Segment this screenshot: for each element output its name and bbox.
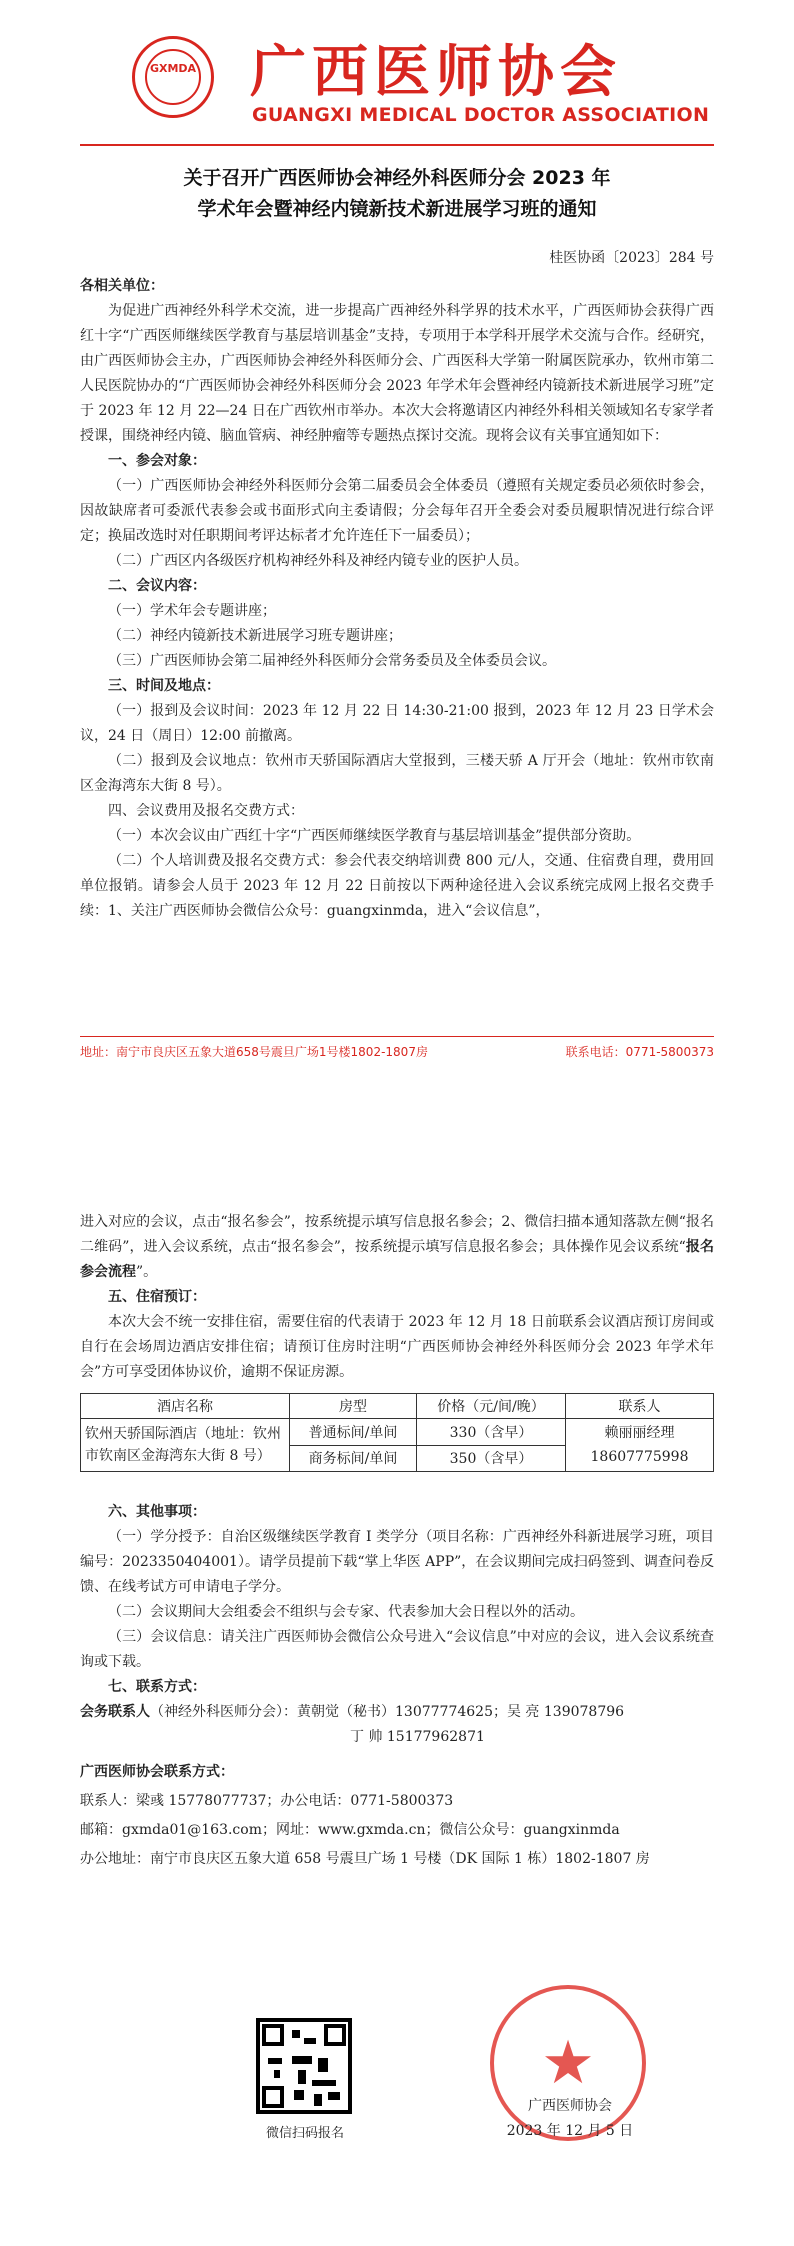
qr-finder-tr	[324, 2024, 346, 2046]
signature-date: 2023 年 12 月 5 日	[506, 2123, 634, 2139]
registration-flow-link: 报名参会流程	[80, 1239, 714, 1280]
qr-finder-tl	[262, 2024, 284, 2046]
qr-code[interactable]	[256, 2018, 352, 2114]
signature-org: 广西医师协会	[528, 2098, 612, 2114]
document-number: 桂医协函〔2023〕284 号	[549, 250, 714, 266]
qr-module	[274, 2070, 280, 2078]
assoc-office-address: 办公地址：南宁市良庆区五象大道 658 号震旦广场 1 号楼（DK 国际 1 栋）1802-1807 房	[80, 1851, 650, 1867]
qr-module	[314, 2094, 322, 2106]
section-2-title: 二、会议内容：	[108, 578, 206, 594]
contact-phone: 18607775998	[590, 1449, 689, 1465]
table-row	[81, 1419, 714, 1446]
qr-module	[292, 2030, 300, 2038]
col-room-type: 房型	[290, 1394, 417, 1419]
section-6-title: 六、其他事项：	[108, 1504, 206, 1520]
footer-address: 地址：南宁市良庆区五象大道658号震旦广场1号楼1802-1807房	[80, 1045, 428, 1059]
section-4-item-2: （二）个人培训费及报名交费方式：参会代表交纳培训费 800 元/人，交通、住宿费自理，费用回单位报销。请参会人员于 2023 年 12 月 22 日前按以下两种途径进入会议系统完成网上报名交费手续：1、关注广西医师协会微信公众号：guangxinmda，进入“会议信息”，	[80, 853, 714, 919]
section-5-paragraph: 本次大会不统一安排住宿，需要住宿的代表请于 2023 年 12 月 18 日前联系会议酒店预订房间或自行在会场周边酒店安排住宿；请预订住房时注明“广西医师协会神经外科医师分会 2023 年学术年会”方可享受团体协议价，逾期不保证房源。	[80, 1314, 714, 1380]
qr-module	[318, 2058, 328, 2072]
section-6-item-1: （一）学分授予：自治区级继续医学教育 I 类学分（项目名称：广西神经外科新进展学习班，项目编号：2023350404001）。请学员提前下载“掌上华医 APP”，在会议期间完成扫码签到、调查问卷反馈、在线考试方可申请电子学分。	[80, 1529, 714, 1595]
assoc-contact-title: 广西医师协会联系方式：	[80, 1764, 234, 1780]
section-1-item-2: （二）广西区内各级医疗机构神经外科及神经内镜专业的医护人员。	[108, 553, 528, 569]
qr-module	[292, 2056, 312, 2064]
price-cell: 350（含早）	[417, 1445, 566, 1472]
qr-module	[268, 2058, 282, 2064]
association-logo	[132, 36, 214, 118]
section-3-item-1: （一）报到及会议时间：2023 年 12 月 22 日 14:30-21:00 报到，2023 年 12 月 23 日学术会议，24 日（周日）12:00 前撤离。	[80, 703, 714, 744]
qr-caption: 微信扫码报名	[265, 2126, 344, 2141]
contact-person-extra: 丁 帅 15177962871	[350, 1729, 485, 1745]
logo-inner-ring	[145, 49, 201, 105]
section-3-item-2: （二）报到及会议地点：钦州市天骄国际酒店大堂报到，三楼天骄 A 厅开会（地址：钦州市钦南区金海湾东大街 8 号）。	[80, 753, 714, 794]
room-type-cell: 商务标间/单间	[290, 1445, 417, 1472]
assoc-email-web: 邮箱：gxmda01@163.com；网址：www.gxmda.cn；微信公众号：guangxinmda	[80, 1822, 620, 1838]
registration-text: 进入对应的会议，点击“报名参会”，按系统提示填写信息报名参会；2、微信扫描本通知落款左侧“报名二维码”，进入会议系统，点击“报名参会”，按系统提示填写信息报名参会；具体操作见会议系统“	[80, 1214, 714, 1255]
seal-star-icon: ★	[541, 2028, 595, 2098]
room-type-cell: 普通标间/单间	[290, 1419, 417, 1446]
salutation: 各相关单位：	[80, 278, 164, 294]
official-seal	[490, 1985, 646, 2141]
qr-module	[298, 2070, 306, 2084]
contact-cell	[566, 1419, 714, 1472]
registration-continued	[80, 1210, 714, 1285]
section-4-item-1: （一）本次会议由广西红十字“广西医师继续医学教育与基层培训基金”提供部分资助。	[108, 828, 641, 844]
section-1-item-1: （一）广西医师协会神经外科医师分会第二届委员会全体委员（遵照有关规定委员必须依时参会，因故缺席者可委派代表参会或书面形式向主委请假；分会每年召开全委会对委员履职情况进行综合评定；换届改选时对任职期间考评达标者才允许连任下一届委员）；	[80, 478, 714, 544]
contact-persons: （神经外科医师分会）：黄朝觉（秘书）13077774625；吴 亮 139078796	[150, 1704, 625, 1720]
qr-module	[304, 2038, 316, 2044]
col-hotel-name: 酒店名称	[81, 1394, 290, 1419]
section-2-item-2: （二）神经内镜新技术新进展学习班专题讲座；	[108, 628, 402, 644]
notice-title-line2: 学术年会暨神经内镜新技术新进展学习班的通知	[197, 198, 597, 220]
header-divider	[80, 144, 714, 146]
qr-finder-bl	[262, 2086, 284, 2108]
section-3-title: 三、时间及地点：	[108, 678, 220, 694]
qr-module	[294, 2090, 304, 2100]
intro-paragraph: 为促进广西神经外科学术交流，进一步提高广西神经外科学界的技术水平，广西医师协会获得广西红十字“广西医师继续医学教育与基层培训基金”支持，专项用于本学科开展学术交流与合作。经研究，由广西医师协会主办，广西医师协会神经外科医师分会、广西医科大学第一附属医院承办，钦州市第二人民医院协办的“广西医师协会神经外科医师分会 2023 年学术年会暨神经内镜新技术新进展学习班”定于 2023 年 12 月 22—24 日在广西钦州市举办。本次大会将邀请区内神经外科相关领域知名专家学者授课，围绕神经内镜、脑血管病、神经肿瘤等专题热点探讨交流。现将会议有关事宜通知如下：	[80, 303, 714, 444]
logo-text: GXMDA	[149, 62, 197, 75]
contact-line	[80, 1700, 714, 1725]
page-footer	[80, 1043, 714, 1060]
section-2-item-3: （三）广西医师协会第二届神经外科医师分会常务委员及全体委员会议。	[108, 653, 556, 669]
section-7-title: 七、联系方式：	[108, 1679, 206, 1695]
price-cell: 330（含早）	[417, 1419, 566, 1446]
section-5-title: 五、住宿预订：	[108, 1289, 206, 1305]
col-contact: 联系人	[566, 1394, 714, 1419]
notice-title-line1: 关于召开广西医师协会神经外科医师分会 2023 年	[183, 167, 611, 189]
org-name-en: GUANGXI MEDICAL DOCTOR ASSOCIATION	[252, 104, 710, 126]
section-1-title: 一、参会对象：	[108, 453, 206, 469]
section-2-item-1: （一）学术年会专题讲座；	[108, 603, 276, 619]
qr-module	[328, 2092, 340, 2100]
assoc-contact-person: 联系人：梁彧 15778077737；办公电话：0771-5800373	[80, 1793, 454, 1809]
contact-label: 会务联系人	[80, 1704, 150, 1720]
hotel-table	[80, 1393, 714, 1472]
section-6-item-3: （三）会议信息：请关注广西医师协会微信公众号进入“会议信息”中对应的会议，进入会议系统查询或下载。	[80, 1629, 714, 1670]
hotel-table-header	[81, 1394, 714, 1419]
footer-divider	[80, 1036, 714, 1037]
qr-module	[312, 2080, 336, 2086]
contact-name: 赖丽丽经理	[604, 1425, 675, 1441]
section-4-title: 四、会议费用及报名交费方式：	[108, 803, 304, 819]
footer-phone: 联系电话：0771-5800373	[565, 1045, 714, 1059]
section-6-item-2: （二）会议期间大会组委会不组织与会专家、代表参加大会日程以外的活动。	[108, 1604, 584, 1620]
hotel-name-cell: 钦州天骄国际酒店（地址：钦州市钦南区金海湾东大街 8 号）	[81, 1419, 290, 1472]
registration-text-end: ”。	[136, 1264, 158, 1280]
col-price: 价格（元/间/晚）	[417, 1394, 566, 1419]
org-name: 广西医师协会	[250, 40, 622, 105]
